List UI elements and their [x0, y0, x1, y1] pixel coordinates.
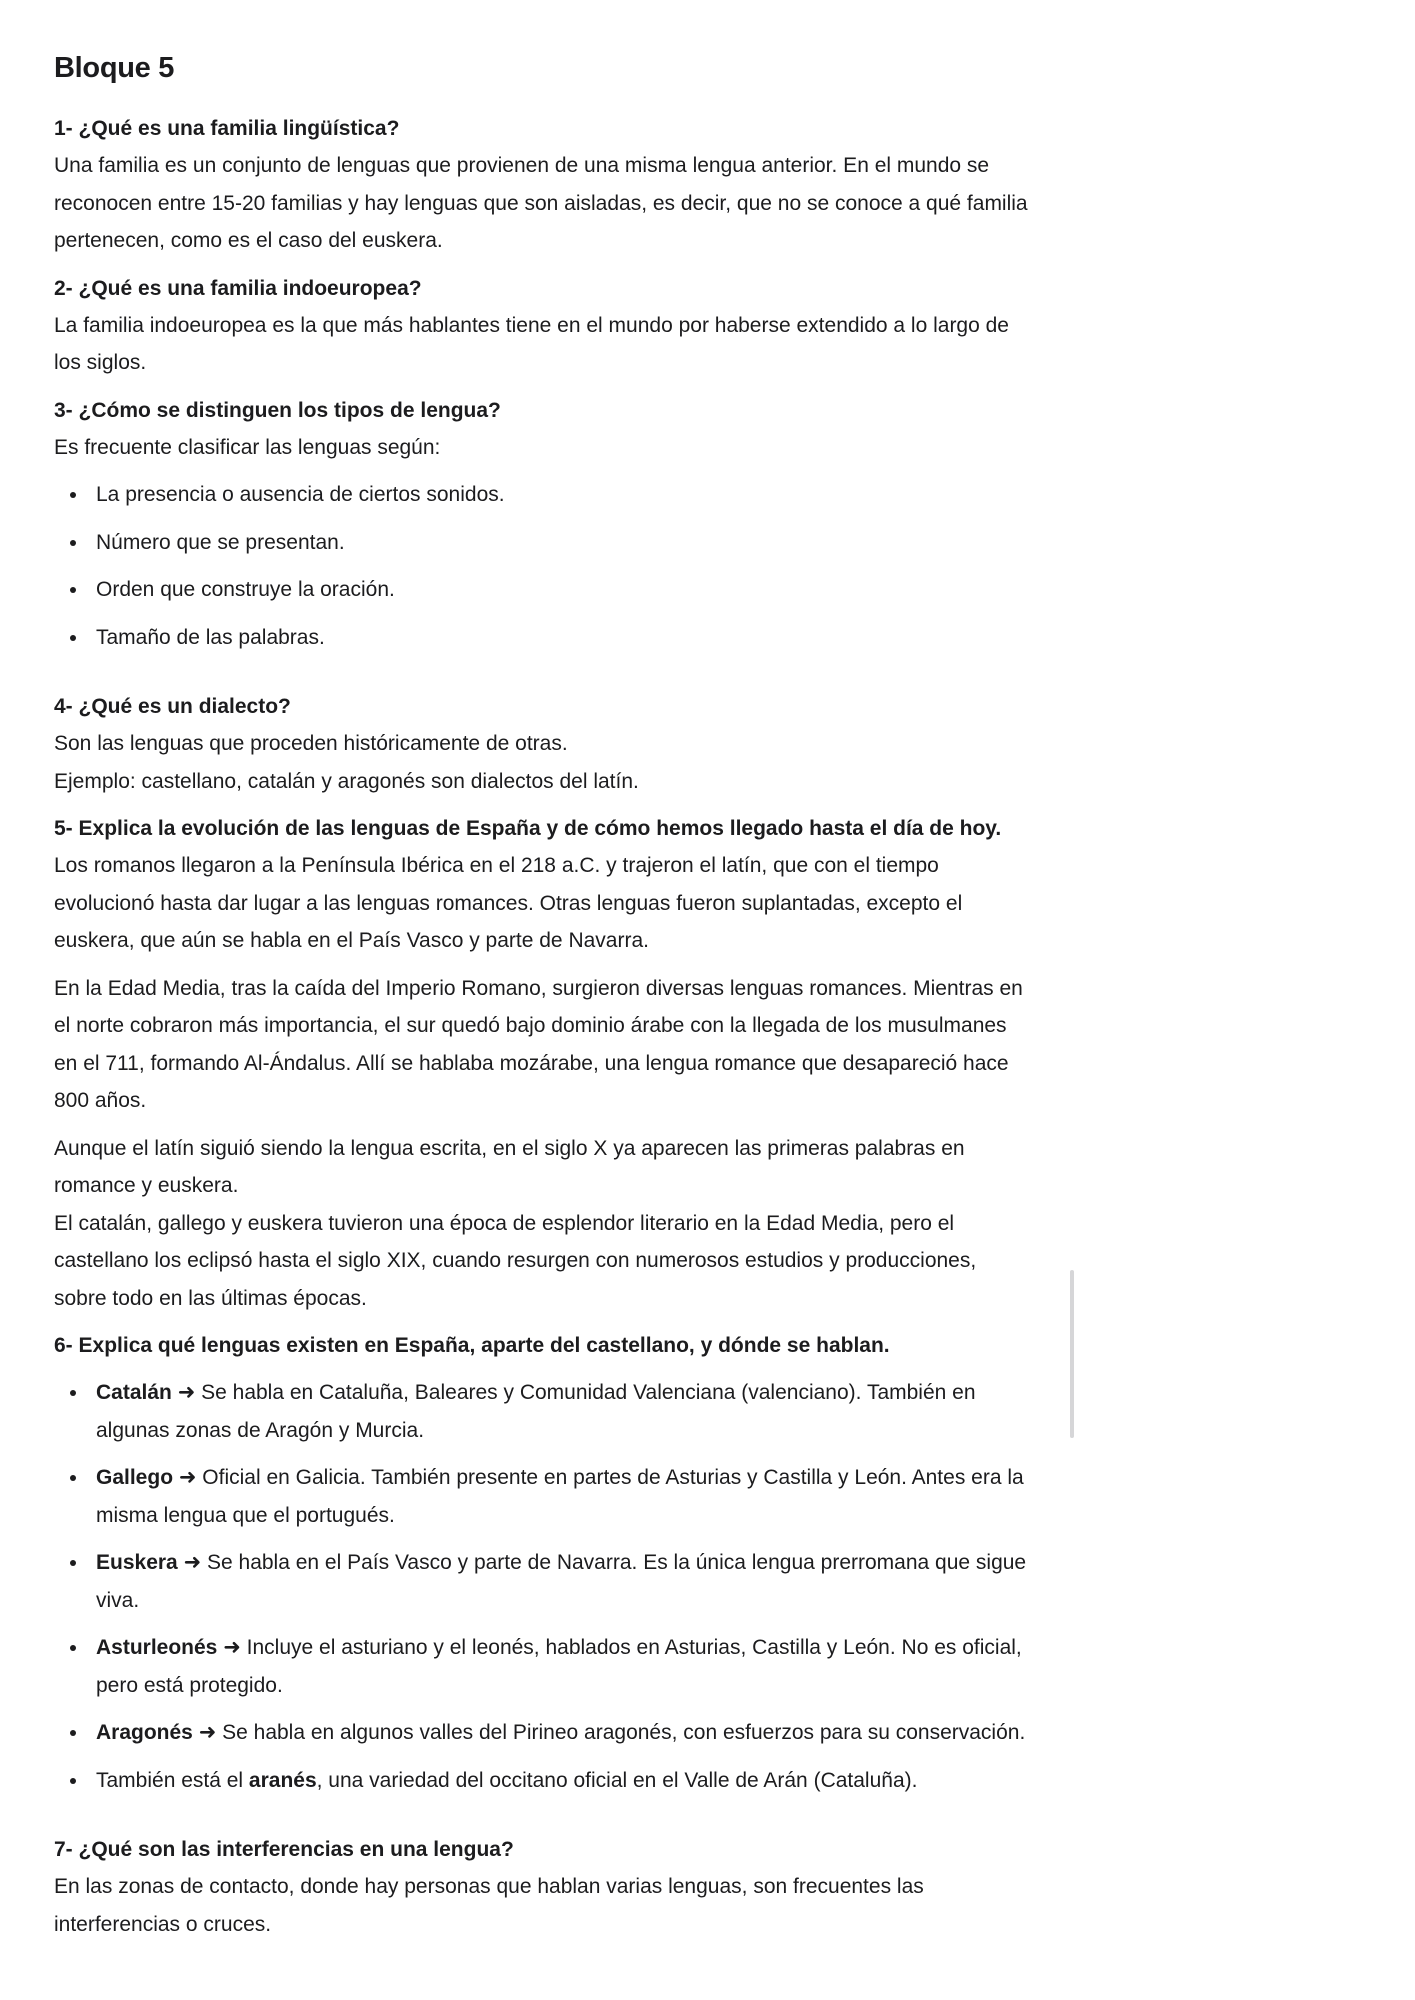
answer-5-paragraph-2: En la Edad Media, tras la caída del Imperio Romano, surgieron diversas lenguas romances. Mientras en el norte cobraron más importancia, el sur quedó bajo dominio árabe con la llegada de los musulmanes en el 711, formando Al-Ándalus. Allí se hablaba mozárabe, una lengua romance que desapareció hace 800 años.: [54, 976, 1023, 1112]
question-6: 6- Explica qué lenguas existen en España, aparte del castellano, y dónde se hablan.: [54, 1334, 890, 1357]
question-5: 5- Explica la evolución de las lenguas de España y de cómo hemos llegado hasta el día de hoy.: [54, 817, 1002, 840]
list-item: La presencia o ausencia de ciertos sonidos.: [96, 476, 1034, 514]
answer-5-paragraph-1: Los romanos llegaron a la Península Ibérica en el 218 a.C. y trajeron el latín, que con el tiempo evolucionó hasta dar lugar a las lenguas romances. Otras lenguas fueron suplantadas, excepto el euskera, que aún se habla en el País Vasco y parte de Navarra.: [54, 854, 963, 952]
answer-2: La familia indoeuropea es la que más hablantes tiene en el mundo por haberse extendido a lo largo de los siglos.: [54, 313, 1009, 374]
language-term: aranés: [248, 1768, 317, 1792]
language-description: ➜ Se habla en algunos valles del Pirineo aragonés, con esfuerzos para su conservación.: [192, 1721, 1026, 1744]
answer-4-line-2: Ejemplo: castellano, catalán y aragonés son dialectos del latín.: [54, 769, 639, 793]
question-3: 3- ¿Cómo se distinguen los tipos de lengua?: [54, 398, 501, 422]
language-item-catalan: [96, 1374, 1034, 1449]
language-term: Euskera: [96, 1551, 178, 1574]
page-title: Bloque 5: [54, 52, 175, 84]
list-item: Número que se presentan.: [96, 524, 1034, 562]
question-1: 1- ¿Qué es una familia lingüística?: [54, 117, 400, 140]
language-description: ➜ Se habla en Cataluña, Baleares y Comunidad Valenciana (valenciano). También en algunas zonas de Aragón y Murcia.: [96, 1381, 976, 1442]
aranes-prefix: También está el: [96, 1768, 249, 1792]
language-item-aragones: [96, 1714, 1034, 1752]
language-item-euskera: [96, 1544, 1034, 1619]
answer-7: En las zonas de contacto, donde hay personas que hablan varias lenguas, son frecuentes las interferencias o cruces.: [54, 1875, 924, 1936]
language-item-gallego: [96, 1459, 1034, 1534]
list-item: Tamaño de las palabras.: [96, 619, 1034, 657]
answer-3-intro: Es frecuente clasificar las lenguas según:: [54, 435, 441, 459]
classification-list: [54, 476, 1034, 656]
aranes-suffix: , una variedad del occitano oficial en el Valle de Arán (Cataluña).: [316, 1768, 918, 1792]
language-description: ➜ Oficial en Galicia. También presente en partes de Asturias y Castilla y León. Antes era la misma lengua que el portugués.: [96, 1466, 1024, 1527]
answer-4-line-1: Son las lenguas que proceden históricamente de otras.: [54, 732, 568, 755]
answer-1: Una familia es un conjunto de lenguas que provienen de una misma lengua anterior. En el mundo se reconocen entre 15-20 familias y hay lenguas que son aisladas, es decir, que no se conoce a qué familia pertenecen, como es el caso del euskera.: [54, 154, 1028, 252]
language-item-asturleones: [96, 1629, 1034, 1704]
language-description: ➜ Se habla en el País Vasco y parte de Navarra. Es la única lengua prerromana que sigue viva.: [96, 1551, 1027, 1612]
language-term: Catalán: [96, 1381, 172, 1404]
question-2: 2- ¿Qué es una familia indoeuropea?: [54, 276, 422, 300]
language-term: Asturleonés: [96, 1636, 218, 1659]
answer-5-paragraph-3: Aunque el latín siguió siendo la lengua escrita, en el siglo X ya aparecen las primeras palabras en romance y euskera.: [54, 1136, 965, 1197]
language-item-aranes: [96, 1762, 1034, 1800]
language-term: Aragonés: [96, 1721, 193, 1744]
answer-5-paragraph-4: El catalán, gallego y euskera tuvieron una época de esplendor literario en la Edad Media, pero el castellano los eclipsó hasta el siglo XIX, cuando resurgen con numerosos estudios y producciones, sobre todo en las últimas épocas.: [54, 1211, 977, 1310]
document-page: [54, 48, 1034, 1943]
list-item: Orden que construye la oración.: [96, 571, 1034, 609]
language-description: ➜ Incluye el asturiano y el leonés, hablados en Asturias, Castilla y León. No es oficial, pero está protegido.: [96, 1636, 1022, 1697]
question-4: 4- ¿Qué es un dialecto?: [54, 695, 291, 718]
question-7: 7- ¿Qué son las interferencias en una lengua?: [54, 1838, 514, 1861]
vertical-scrollbar[interactable]: [1070, 1270, 1074, 1438]
language-term: Gallego: [96, 1466, 174, 1489]
languages-list: [54, 1374, 1034, 1799]
